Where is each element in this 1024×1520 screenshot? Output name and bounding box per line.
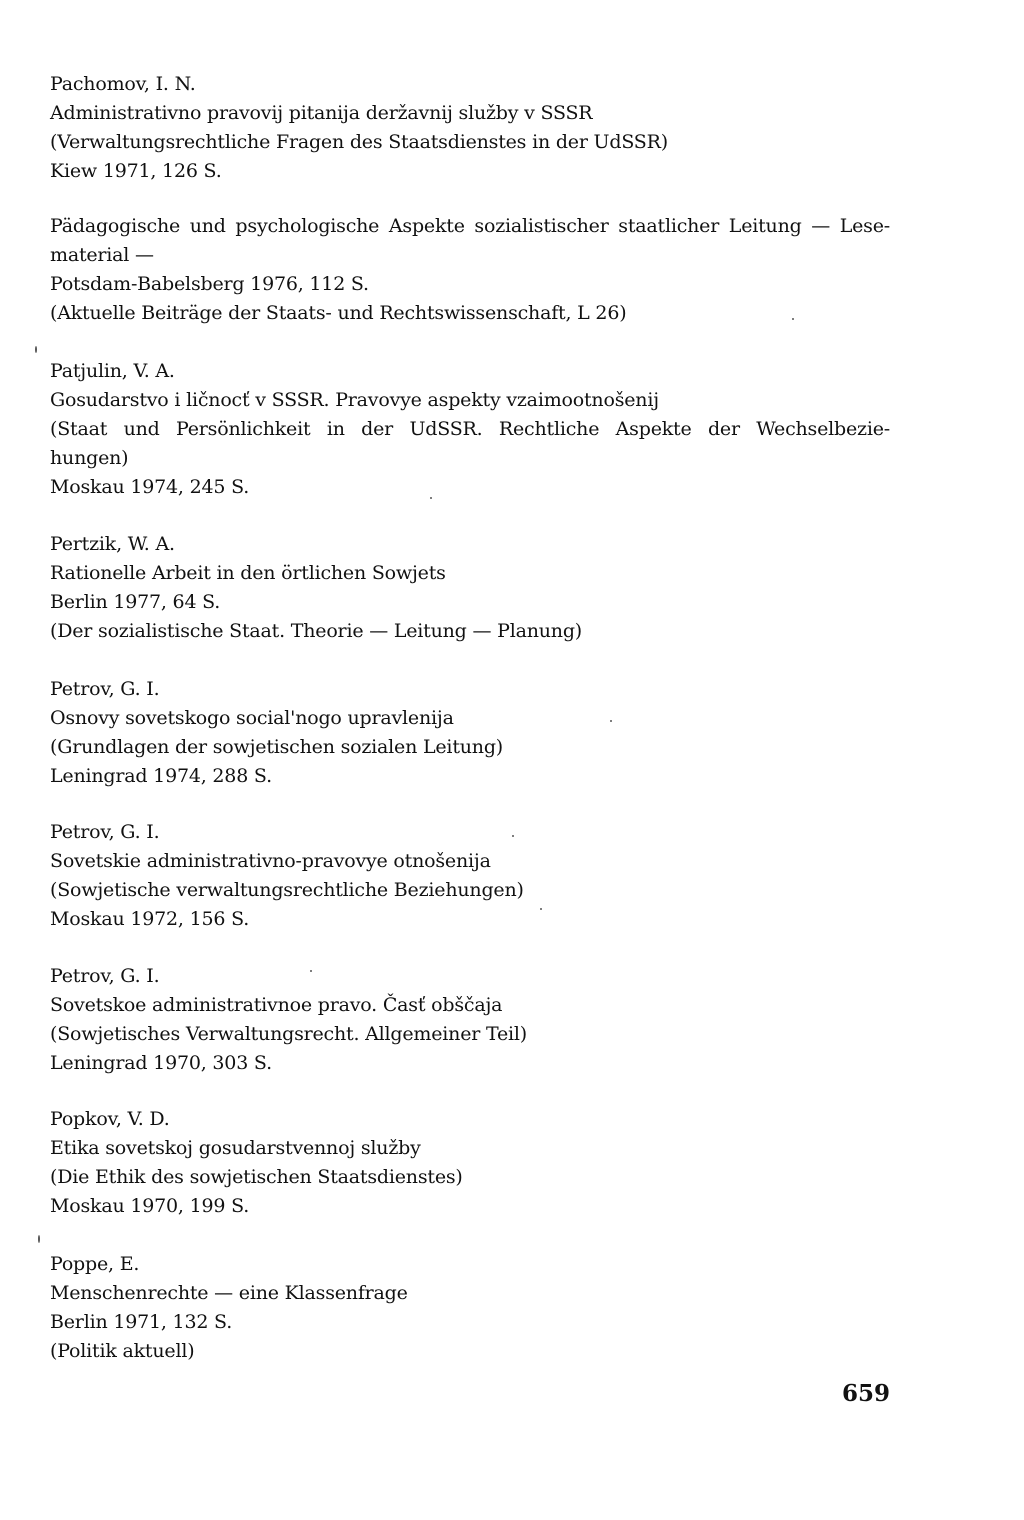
scan-speck (512, 835, 514, 837)
entry-series: (Der sozialistische Staat. Theorie — Leitung — Planung) (50, 620, 583, 642)
entry-title: Sovetskoe administrativnoe pravo. Časť obščaja (50, 994, 503, 1016)
entry-title: Pädagogische und psychologische Aspekte sozialistischer staatlicher Leitung — Lese- (50, 215, 890, 237)
entry-series: (Aktuelle Beiträge der Staats- und Rechtswissenschaft, L 26) (50, 302, 627, 324)
entry-title: Osnovy sovetskogo social'nogo upravlenija (50, 707, 454, 729)
entry-translation-continued: hungen) (50, 447, 129, 469)
bibliography-entry-petrov-1970 (50, 962, 890, 1078)
entry-title: Sovetskie administrativno-pravovye otnošenija (50, 850, 491, 872)
entry-translation: (Verwaltungsrechtliche Fragen des Staatsdienstes in der UdSSR) (50, 131, 668, 153)
entry-publication: Moskau 1972, 156 S. (50, 908, 250, 930)
entry-publication: Leningrad 1970, 303 S. (50, 1052, 272, 1074)
entry-translation: (Grundlagen der sowjetischen sozialen Leitung) (50, 736, 503, 758)
scan-speck (35, 346, 37, 353)
scan-speck (610, 720, 612, 722)
entry-author: Pertzik, W. A. (50, 533, 175, 555)
bibliography-entry-paedagogische (50, 212, 890, 328)
entry-author: Petrov, G. I. (50, 821, 160, 843)
bibliography-entry-poppe (50, 1250, 890, 1366)
entry-publication: Berlin 1971, 132 S. (50, 1311, 233, 1333)
entry-translation: (Sowjetisches Verwaltungsrecht. Allgemeiner Teil) (50, 1023, 527, 1045)
scan-speck (430, 497, 432, 499)
scan-speck (792, 318, 794, 320)
entry-publication: Moskau 1970, 199 S. (50, 1195, 250, 1217)
entry-publication: Kiew 1971, 126 S. (50, 160, 222, 182)
entry-title: Rationelle Arbeit in den örtlichen Sowjets (50, 562, 446, 584)
entry-translation: (Sowjetische verwaltungsrechtliche Beziehungen) (50, 879, 524, 901)
bibliography-entry-petrov-1974 (50, 675, 890, 791)
entry-author: Petrov, G. I. (50, 678, 160, 700)
entry-title: Administrativno pravovij pitanija deržavnij služby v SSSR (50, 102, 593, 124)
page-number: 659 (842, 1380, 891, 1407)
entry-title: Gosudarstvo i ličnocť v SSSR. Pravovye aspekty vzaimootnošenij (50, 389, 659, 411)
bibliography-entry-pachomov (50, 70, 890, 186)
entry-author: Patjulin, V. A. (50, 360, 175, 382)
entry-publication: Potsdam-Babelsberg 1976, 112 S. (50, 273, 369, 295)
entry-author: Poppe, E. (50, 1253, 140, 1275)
entry-publication: Berlin 1977, 64 S. (50, 591, 221, 613)
entry-publication: Moskau 1974, 245 S. (50, 476, 250, 498)
scan-speck (540, 908, 542, 910)
bibliography-entry-popkov (50, 1105, 890, 1221)
scan-speck (38, 1235, 40, 1243)
bibliography-entry-patjulin (50, 357, 890, 502)
entry-publication: Leningrad 1974, 288 S. (50, 765, 272, 787)
entry-author: Petrov, G. I. (50, 965, 160, 987)
bibliography-entry-pertzik (50, 530, 890, 646)
bibliography-entry-petrov-1972 (50, 818, 890, 934)
entry-author: Popkov, V. D. (50, 1108, 170, 1130)
entry-title: Menschenrechte — eine Klassenfrage (50, 1282, 408, 1304)
scan-speck (310, 970, 312, 972)
entry-series: (Politik aktuell) (50, 1340, 195, 1362)
entry-translation: (Die Ethik des sowjetischen Staatsdienstes) (50, 1166, 463, 1188)
entry-title-continued: material — (50, 244, 154, 266)
entry-translation: (Staat und Persönlichkeit in der UdSSR. Rechtliche Aspekte der Wechselbezie- (50, 418, 890, 440)
entry-title: Etika sovetskoj gosudarstvennoj služby (50, 1137, 421, 1159)
entry-author: Pachomov, I. N. (50, 73, 196, 95)
